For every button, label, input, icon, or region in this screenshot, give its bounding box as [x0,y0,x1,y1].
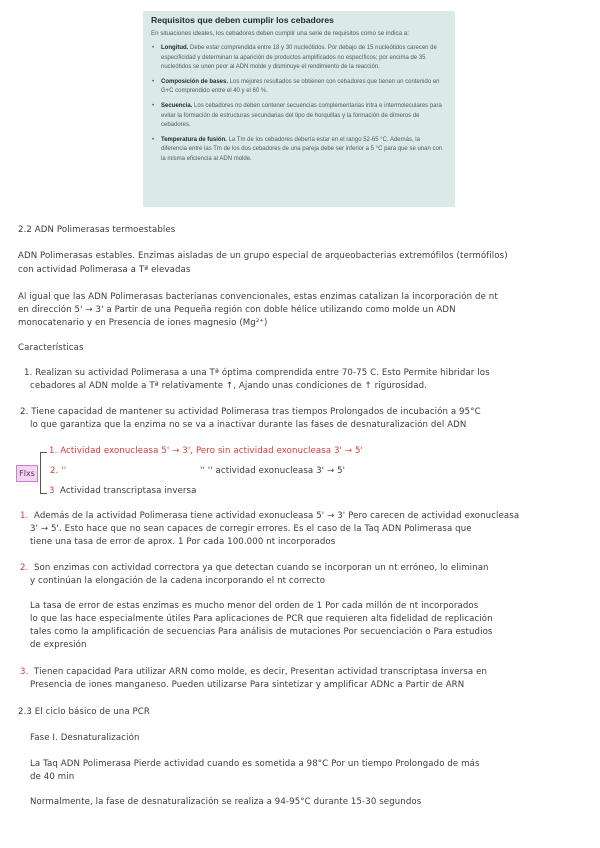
box-item-text: Debe estar comprendida entre 18 y 30 nucleótidos. Por debajo de 15 nucleótidos carecen de especificidad y determinan la aparición de productos amplificados no específicos; por encima de 35 nucleótidos se unen peor al ADN molde y disminuye el rendimiento de la reacción. [161,45,437,71]
bracket-item-3-number: 3 [49,486,55,496]
box-item-term: Secuencia. [161,102,193,109]
note-2-paragraph-line: La tasa de error de estas enzimas es mucho menor del orden de 1 Por cada millón de nt incorporados [30,601,479,611]
note-3-line: Tienen capacidad Para utilizar ARN como molde, es decir, Presentan actividad transcriptasa inversa en [34,667,488,677]
box-title: Requisitos que deben cumplir los cebadores [151,15,334,25]
bracket-item-2-number: 2. '' [50,466,67,476]
bracket-item-2-text: '' '' actividad exonucleasa 3' → 5' [200,466,346,476]
bracket-item-1 [49,446,363,456]
fase-1-line: Normalmente, la fase de desnaturalización se realiza a 94-95°C durante 15-30 segundos [30,797,422,807]
note-2-number: 2. [20,563,29,573]
box-item-text: La Tm de los cebadores debería estar en el rango 52-65 °C. Además, la diferencia entre las Tm de los dos cebadores de una pareja debe ser inferior a 5 °C para que se unan con la misma eficiencia al ADN molde. [161,136,443,162]
characteristic-1-line: 1. Realizan su actividad Polimerasa a una Tª óptima comprendida entre 70-75 C. Esto Permite hibridar los [24,368,490,378]
bracket [40,452,47,494]
paragraph-line: en dirección 5' → 3' a Partir de una Pequeña región con doble hélice utilizando como molde un ADN [18,305,456,315]
box-item-term: Composición de bases. [161,78,229,85]
section-heading-22: 2.2 ADN Polimerasas termoestables [18,225,176,235]
note-2-paragraph-line: lo que las hace especialmente útiles Para aplicaciones de PCR que requieren alta fidelidad de replicación [30,614,493,624]
box-item-composition: • Composición de bases. Los mejores resultados se obtienen con cebadores que tienen un contenido en G+C comprendido entre el 40 y el 60 %. [152,78,440,95]
box-item-text: Los cebadores no deben contener secuencias complementarias intra e intermoleculares para evitar la formación de estructuras secundarias del tipo de horquillas y la formación de dímeros de cebadores. [161,102,442,129]
note-1-number: 1. [20,511,29,521]
fase-1-line: de 40 min [30,772,75,782]
box-item-melting-temp: • Temperatura de fusión. La Tm de los cebadores debería estar en el rango 52-65 °C. Además, la diferencia entre las Tm de los dos cebadores de una pareja debe ser inferior a 5 °C para que se unan con la misma eficiencia al ADN molde. [152,136,443,162]
box-item-text: Los mejores resultados se obtienen con cebadores que tienen un contenido en G+C comprendido entre el 40 y el 60 %. [161,78,440,95]
section-heading-23: 2.3 El ciclo básico de una PCR [18,707,150,717]
note-1-line: 3' → 5'. Esto hace que no sean capaces de corregir errores. Es el caso de la Taq ADN Polimerasa que [30,524,472,534]
note-2-paragraph-line: tales como la amplificación de secuencias Para análisis de mutaciones Por secuenciación o Para estudios [30,627,493,637]
note-1-line: Además de la actividad Polimerasa tiene actividad exonucleasa 5' → 3' Pero carecen de actividad exonucleasa [34,511,520,521]
box-intro: En situaciones ideales, los cebadores deben cumplir una serie de requisitos como se indica a: [151,30,409,37]
paragraph-line: con actividad Polimerasa a Tª elevadas [18,265,191,275]
paragraph-line: Al igual que las ADN Polimerasas bacterianas convencionales, estas enzimas catalizan la incorporación de nt [18,292,498,302]
subheading-fase-1: Fase I. Desnaturalización [30,733,140,743]
characteristic-2-line: lo que garantiza que la enzima no se va a inactivar durante las fases de desnaturalización del ADN [30,420,467,430]
paragraph-line: ADN Polimerasas estables. Enzimas aisladas de un grupo especial de arqueobacterias extremófilos (termófilos) [18,251,508,261]
flxs-tag: Flxs [16,465,38,482]
box-item-length: • Longitud. Debe estar comprendida entre 18 y 30 nucleótidos. Por debajo de 15 nucleótidos carecen de especificidad y determinan la aparición de productos amplificados no específicos; por encima de 35 nucleótidos se unen peor al ADN molde y disminuye el rendimiento de la reacción. [152,45,437,71]
bracket-item-3-text: Actividad transcriptasa inversa [60,486,197,496]
note-2-line: Son enzimas con actividad correctora ya que detectan cuando se incorporan un nt erróneo, lo eliminan [34,563,489,573]
characteristic-1-line: cebadores al ADN molde a Tª relativamente ↑, Ajando unas condiciones de ↑ rigurosidad. [30,381,427,391]
note-2-paragraph-line: de expresión [30,640,87,650]
note-2-line: y continúan la elongación de la cadena incorporando el nt correcto [30,576,326,586]
subheading-caracteristicas: Características [18,343,84,353]
note-3-line: Presencia de iones manganeso. Pueden utilizarse Para sintetizar y amplificar ADNc a Partir de ARN [30,680,465,690]
box-item-term: Longitud. [161,45,189,51]
paragraph-line: monocatenario y en Presencia de iones magnesio (Mg²⁺) [18,318,268,328]
box-item-term: Temperatura de fusión. [161,136,227,143]
bracket-item-1-text: 1. Actividad exonucleasa 5' → 3', Pero sin actividad exonucleasa 3' → 5' [49,446,364,456]
note-3-number: 3. [20,667,29,677]
requirements-box [143,11,455,207]
box-item-sequence: • Secuencia. Los cebadores no deben contener secuencias complementarias intra e intermoleculares para evitar la formación de estructuras secundarias del tipo de horquillas y la formación de dímeros de cebadores. [152,102,442,129]
fase-1-line: La Taq ADN Polimerasa Pierde actividad cuando es sometida a 98°C Por un tiempo Prolongado de más [30,759,480,769]
note-1-line: tiene una tasa de error de aprox. 1 Por cada 100.000 nt incorporados [30,537,336,547]
characteristic-2-line: 2. Tiene capacidad de mantener su actividad Polimerasa tras tiempos Prolongados de incubación a 95°C [20,407,481,417]
